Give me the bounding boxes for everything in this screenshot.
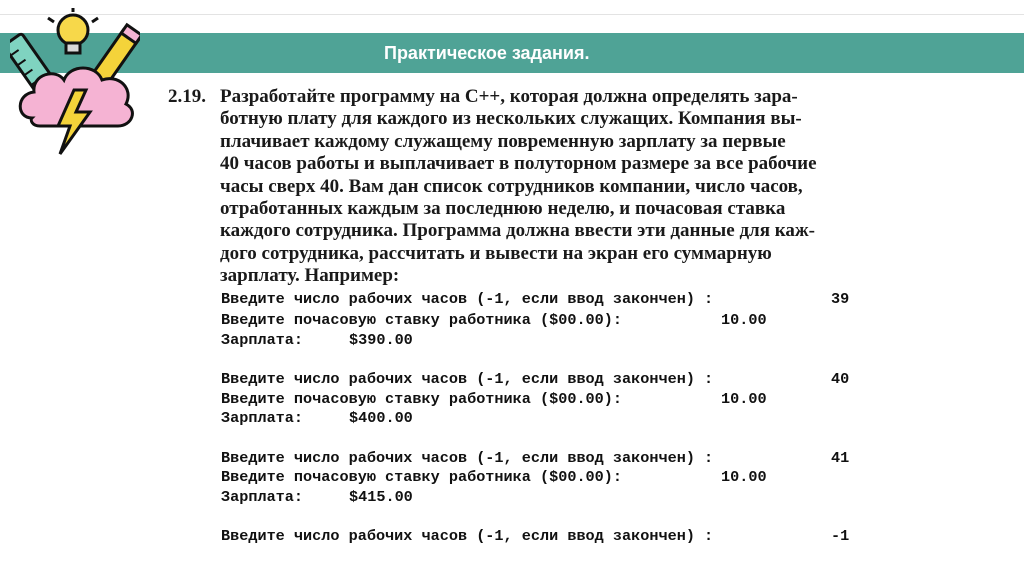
title-bar [0,33,1024,73]
brainstorm-logo-icon [10,8,140,158]
task-number: 2.19. [168,86,206,107]
slide-title: Практическое задания. [384,43,590,63]
rate-value: 10.00 [721,311,767,329]
rate-prompt: Введите почасовую ставку работника ($00.00): [221,390,623,408]
salary-label: Зарплата: [221,409,304,427]
task-line: зарплату. Например: [220,265,400,287]
hours-prompt: Введите число рабочих часов (-1, если ввод закончен) : [221,527,714,545]
task-line: Разработайте программу на C++, которая должна определять зара- [220,86,798,107]
salary-value: $390.00 [349,331,413,349]
task-line: отработанных каждым за последнюю неделю, и почасовая ставка [220,198,786,219]
hours-value: -1 [831,527,850,545]
hours-value: 41 [831,449,850,467]
rate-prompt: Введите почасовую ставку работника ($00.00): [221,311,623,329]
hours-prompt: Введите число рабочих часов (-1, если ввод закончен) : [221,370,714,388]
task-line: плачивает каждому служащему повременную зарплату за первые [220,130,786,152]
rate-prompt: Введите почасовую ставку работника ($00.00): [221,468,623,486]
rate-value: 10.00 [721,390,767,408]
hours-prompt: Введите число рабочих часов (-1, если ввод закончен) : [221,290,714,308]
salary-value: $400.00 [349,409,413,427]
hours-value: 40 [831,370,850,388]
hours-prompt: Введите число рабочих часов (-1, если ввод закончен) : [221,449,714,467]
salary-value: $415.00 [349,488,413,506]
top-divider [0,14,1024,15]
rate-value: 10.00 [721,468,767,486]
hours-value: 39 [831,290,850,308]
task-line: каждого сотрудника. Программа должна ввести эти данные для каж- [220,220,816,242]
task-line: ботную плату для каждого из нескольких служащих. Компания вы- [220,108,802,130]
task-line: часы сверх 40. Вам дан список сотрудников компании, число часов, [220,175,803,197]
salary-label: Зарплата: [221,488,304,506]
task-line: дого сотрудника, рассчитать и вывести на экран его суммарную [220,242,772,264]
task-line: 40 часов работы и выплачивает в полуторном размере за все рабочие [220,153,817,175]
salary-label: Зарплата: [221,331,304,349]
